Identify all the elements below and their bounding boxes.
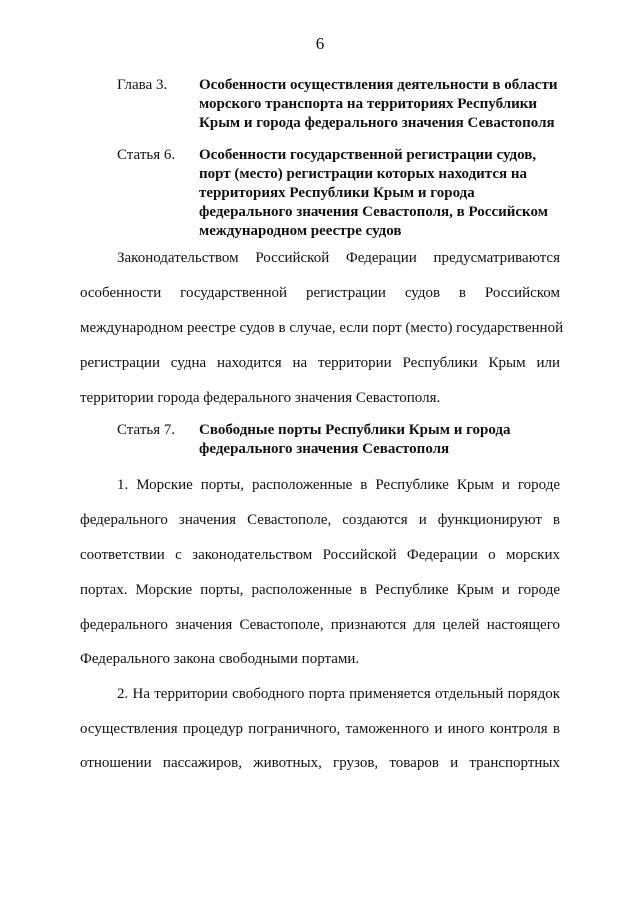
- text-line: международном реестре судов в случае, если порт (место) государственной: [80, 320, 564, 336]
- text-line: особенности государственной регистрации судов в Российском: [80, 285, 560, 301]
- text-line: портах. Морские порты, расположенные в Республике Крым и городе: [80, 582, 560, 598]
- text-line: федерального значения Севастополе, признаются для целей настоящего: [80, 617, 560, 633]
- text-line: территории города федерального значения Севастополя.: [80, 390, 441, 406]
- article-label: Статья 6.: [117, 147, 176, 163]
- page-number: 6: [315, 34, 325, 53]
- text-line: Федерального закона свободными портами.: [80, 651, 360, 667]
- text-line: осуществления процедур пограничного, таможенного и иного контроля в: [80, 721, 560, 737]
- chapter-label: Глава 3.: [117, 77, 168, 93]
- chapter-3-heading: [117, 76, 567, 133]
- article-label: Статья 7.: [117, 422, 176, 438]
- article-title: Особенности государственной регистрации судов, порт (место) регистрации которых находится на территориях Республики Крым и города федерального значения Севастополя, в Российском международном реестре судов: [199, 147, 548, 239]
- article-7-heading: [117, 421, 567, 459]
- text-line: регистрации судна находится на территории Республики Крым или: [80, 355, 560, 371]
- text-line: 2. На территории свободного порта применяется отдельный порядок: [117, 686, 560, 702]
- text-line: Законодательством Российской Федерации предусматриваются: [117, 250, 560, 266]
- text-line: отношении пассажиров, животных, грузов, товаров и транспортных: [80, 755, 560, 771]
- text-line: 1. Морские порты, расположенные в Республике Крым и городе: [117, 477, 560, 493]
- chapter-title: Особенности осуществления деятельности в области морского транспорта на территориях Республики Крым и города федерального значения Севастополя: [199, 77, 558, 131]
- article-title: Свободные порты Республики Крым и города федерального значения Севастополя: [199, 422, 511, 457]
- text-line: федерального значения Севастополе, создаются и функционируют в: [80, 512, 560, 528]
- article-6-heading: [117, 146, 567, 241]
- text-line: соответствии с законодательством Российской Федерации о морских: [80, 547, 560, 563]
